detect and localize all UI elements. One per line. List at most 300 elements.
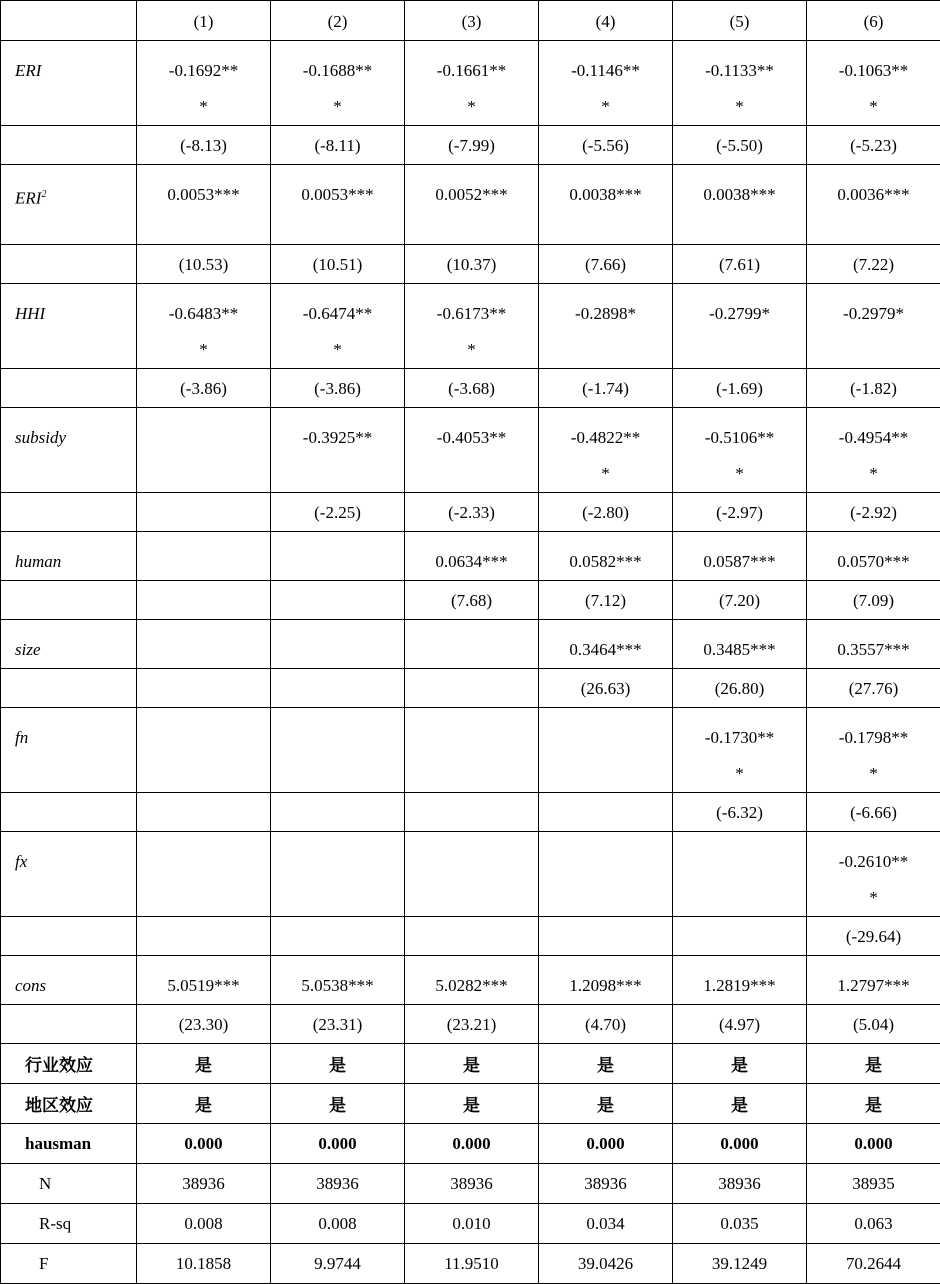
coefficient-value: 0.0582***: [569, 552, 641, 571]
t-stat-value: (-8.11): [273, 128, 402, 164]
t-stat-cell: [807, 369, 940, 408]
coefficient-cell: [405, 532, 539, 581]
column-header: [271, 1, 405, 41]
t-stat-value: (-29.64): [809, 919, 938, 955]
t-stat-cell: [405, 369, 539, 408]
statistic-row: [1, 1204, 940, 1244]
coefficient-star-wrap: *: [675, 89, 804, 125]
coefficient-value: 0.3464***: [569, 640, 641, 659]
variable-name: fn: [15, 728, 28, 747]
coefficient-value: -0.2610**: [839, 852, 908, 871]
coefficient-star-wrap: *: [675, 756, 804, 792]
column-header-label: (1): [139, 4, 268, 40]
coefficient-value: 5.0538***: [301, 976, 373, 995]
coef-row: [1, 620, 940, 669]
header-row: [1, 1, 940, 41]
t-stat-row: [1, 581, 940, 620]
column-header: [539, 1, 673, 41]
fixed-effect-value: 是: [405, 1044, 539, 1084]
t-stat-cell: [137, 1005, 271, 1044]
statistic-value: 39.1249: [673, 1244, 807, 1284]
variable-name: ERI: [15, 189, 41, 208]
coefficient-cell: [405, 620, 539, 669]
coefficient-cell: [807, 284, 940, 369]
coefficient-cell: [539, 284, 673, 369]
coefficient-cell: [137, 708, 271, 793]
t-stat-cell: [673, 669, 807, 708]
coefficient-value: 1.2797***: [837, 976, 909, 995]
t-stat-value: (23.31): [273, 1007, 402, 1043]
coefficient-value: 0.0587***: [703, 552, 775, 571]
t-stat-cell: [137, 581, 271, 620]
variable-name: fx: [15, 852, 27, 871]
coefficient-value: -0.1688**: [303, 61, 372, 80]
fixed-effect-value: 是: [673, 1044, 807, 1084]
coef-row: [1, 832, 940, 917]
statistic-value: 38935: [807, 1164, 940, 1204]
coefficient-cell: [137, 620, 271, 669]
t-stat-value: (-6.66): [809, 795, 938, 831]
fixed-effect-value: 是: [137, 1084, 271, 1124]
coefficient-cell: [137, 41, 271, 126]
coefficient-cell: [271, 532, 405, 581]
t-stat-row: [1, 493, 940, 532]
t-stat-cell: [539, 793, 673, 832]
t-stat-value: (10.53): [139, 247, 268, 283]
column-header-label: (6): [809, 4, 938, 40]
t-stat-cell: [673, 369, 807, 408]
fixed-effect-value: 是: [271, 1044, 405, 1084]
variable-label: [1, 41, 137, 126]
coef-row: [1, 956, 940, 1005]
coefficient-cell: [673, 532, 807, 581]
t-stat-value: (-5.56): [541, 128, 670, 164]
t-stat-cell: [405, 493, 539, 532]
t-stat-value: (-2.25): [273, 495, 402, 531]
t-stat-cell: [807, 581, 940, 620]
t-stat-value: (-1.82): [809, 371, 938, 407]
coefficient-cell: [271, 165, 405, 245]
t-stat-value: (5.04): [809, 1007, 938, 1043]
coefficient-cell: [539, 708, 673, 793]
coefficient-value: 0.0038***: [703, 185, 775, 204]
coefficient-star-wrap: *: [541, 89, 670, 125]
t-stat-cell: [271, 245, 405, 284]
coefficient-cell: [137, 408, 271, 493]
coefficient-star-wrap: *: [541, 456, 670, 492]
t-stat-value: (-1.74): [541, 371, 670, 407]
coefficient-value: -0.2898*: [575, 304, 636, 323]
t-stat-cell: [539, 669, 673, 708]
coefficient-star-wrap: *: [273, 332, 402, 368]
coefficient-cell: [539, 41, 673, 126]
coefficient-value: -0.1692**: [169, 61, 238, 80]
coef-row: [1, 165, 940, 245]
coefficient-star-wrap: *: [809, 456, 938, 492]
t-stat-label-blank: [1, 245, 137, 284]
statistic-value: 38936: [673, 1164, 807, 1204]
t-stat-row: [1, 245, 940, 284]
t-stat-value: (7.20): [675, 583, 804, 619]
statistic-value: 38936: [137, 1164, 271, 1204]
t-stat-cell: [137, 669, 271, 708]
t-stat-cell: [405, 245, 539, 284]
coef-row: [1, 408, 940, 493]
statistic-value: 38936: [405, 1164, 539, 1204]
variable-name: cons: [15, 976, 46, 995]
t-stat-cell: [271, 1005, 405, 1044]
variable-label: [1, 956, 137, 1005]
t-stat-value: (23.21): [407, 1007, 536, 1043]
t-stat-row: [1, 1005, 940, 1044]
coefficient-value: -0.6483**: [169, 304, 238, 323]
t-stat-cell: [271, 917, 405, 956]
coefficient-cell: [807, 832, 940, 917]
t-stat-row: [1, 126, 940, 165]
t-stat-cell: [405, 793, 539, 832]
t-stat-value: (23.30): [139, 1007, 268, 1043]
t-stat-row: [1, 369, 940, 408]
statistic-value: 0.000: [271, 1124, 405, 1164]
t-stat-label-blank: [1, 581, 137, 620]
statistic-label: F: [1, 1244, 137, 1284]
fixed-effect-value: 是: [673, 1084, 807, 1124]
statistic-value: 0.000: [539, 1124, 673, 1164]
column-header: [807, 1, 940, 41]
coefficient-value: -0.6173**: [437, 304, 506, 323]
t-stat-cell: [405, 1005, 539, 1044]
t-stat-cell: [271, 669, 405, 708]
fixed-effect-value: 是: [539, 1044, 673, 1084]
variable-label: [1, 165, 137, 245]
statistic-value: 0.000: [405, 1124, 539, 1164]
t-stat-cell: [807, 126, 940, 165]
t-stat-row: [1, 917, 940, 956]
t-stat-cell: [673, 581, 807, 620]
coefficient-star-wrap: *: [139, 89, 268, 125]
coefficient-cell: [271, 708, 405, 793]
t-stat-value: (26.63): [541, 671, 670, 707]
coefficient-cell: [539, 532, 673, 581]
coefficient-value: -0.4822**: [571, 428, 640, 447]
variable-label: [1, 708, 137, 793]
coefficient-star-wrap: *: [407, 89, 536, 125]
coefficient-cell: [673, 408, 807, 493]
coefficient-value: -0.6474**: [303, 304, 372, 323]
t-stat-cell: [539, 581, 673, 620]
t-stat-cell: [807, 493, 940, 532]
t-stat-cell: [673, 1005, 807, 1044]
variable-name: subsidy: [15, 428, 66, 447]
t-stat-cell: [673, 793, 807, 832]
t-stat-cell: [539, 245, 673, 284]
t-stat-cell: [137, 493, 271, 532]
t-stat-value: (-5.50): [675, 128, 804, 164]
t-stat-cell: [271, 126, 405, 165]
coefficient-cell: [271, 41, 405, 126]
coefficient-value: -0.5106**: [705, 428, 774, 447]
t-stat-value: (-3.86): [273, 371, 402, 407]
coefficient-cell: [137, 532, 271, 581]
t-stat-cell: [673, 245, 807, 284]
fixed-effect-row: [1, 1084, 940, 1124]
coefficient-value: 1.2819***: [703, 976, 775, 995]
t-stat-cell: [673, 917, 807, 956]
coefficient-star-wrap: *: [407, 332, 536, 368]
statistic-value: 10.1858: [137, 1244, 271, 1284]
coefficient-cell: [673, 956, 807, 1005]
column-header: [137, 1, 271, 41]
coefficient-cell: [137, 956, 271, 1005]
variable-label: [1, 284, 137, 369]
fixed-effect-row: [1, 1044, 940, 1084]
t-stat-value: (7.66): [541, 247, 670, 283]
variable-name: size: [15, 640, 41, 659]
coefficient-cell: [673, 284, 807, 369]
column-header-label: (5): [675, 4, 804, 40]
coefficient-star-wrap: *: [809, 880, 938, 916]
coefficient-value: -0.2799*: [709, 304, 770, 323]
coefficient-cell: [271, 284, 405, 369]
statistic-value: 0.063: [807, 1204, 940, 1244]
t-stat-value: (27.76): [809, 671, 938, 707]
coefficient-cell: [405, 832, 539, 917]
coefficient-cell: [539, 408, 673, 493]
variable-label: [1, 408, 137, 493]
statistic-value: 0.000: [673, 1124, 807, 1164]
t-stat-value: (26.80): [675, 671, 804, 707]
coefficient-value: -0.4954**: [839, 428, 908, 447]
t-stat-cell: [137, 917, 271, 956]
coefficient-cell: [673, 165, 807, 245]
coefficient-star-wrap: *: [675, 456, 804, 492]
variable-label: [1, 532, 137, 581]
coefficient-value: -0.1730**: [705, 728, 774, 747]
coefficient-cell: [807, 165, 940, 245]
coefficient-cell: [539, 620, 673, 669]
coef-row: [1, 41, 940, 126]
t-stat-value: (-7.99): [407, 128, 536, 164]
coefficient-cell: [807, 532, 940, 581]
coefficient-cell: [673, 708, 807, 793]
t-stat-cell: [137, 245, 271, 284]
coefficient-cell: [405, 284, 539, 369]
t-stat-cell: [271, 793, 405, 832]
statistic-value: 0.035: [673, 1204, 807, 1244]
t-stat-cell: [807, 1005, 940, 1044]
variable-label: [1, 832, 137, 917]
t-stat-cell: [271, 581, 405, 620]
statistic-value: 0.008: [271, 1204, 405, 1244]
t-stat-cell: [137, 126, 271, 165]
variable-label: [1, 620, 137, 669]
t-stat-cell: [271, 369, 405, 408]
variable-name: ERI: [15, 61, 41, 80]
t-stat-cell: [539, 917, 673, 956]
t-stat-label-blank: [1, 669, 137, 708]
coefficient-value: 0.0570***: [837, 552, 909, 571]
coefficient-cell: [405, 956, 539, 1005]
coefficient-value: -0.3925**: [303, 428, 372, 447]
t-stat-value: (-2.33): [407, 495, 536, 531]
statistic-value: 38936: [271, 1164, 405, 1204]
coefficient-cell: [539, 832, 673, 917]
t-stat-cell: [539, 493, 673, 532]
t-stat-cell: [539, 369, 673, 408]
coefficient-cell: [673, 832, 807, 917]
t-stat-value: (-6.32): [675, 795, 804, 831]
t-stat-value: (7.68): [407, 583, 536, 619]
coefficient-value: 0.0036***: [837, 185, 909, 204]
statistic-value: 0.000: [137, 1124, 271, 1164]
statistic-value: 38936: [539, 1164, 673, 1204]
coefficient-value: -0.1063**: [839, 61, 908, 80]
statistic-row: [1, 1164, 940, 1204]
coef-row: [1, 284, 940, 369]
fixed-effect-value: 是: [271, 1084, 405, 1124]
statistic-row: [1, 1244, 940, 1284]
t-stat-cell: [137, 793, 271, 832]
t-stat-value: (-1.69): [675, 371, 804, 407]
coefficient-value: 0.0634***: [435, 552, 507, 571]
t-stat-value: (4.70): [541, 1007, 670, 1043]
t-stat-value: (7.61): [675, 247, 804, 283]
coefficient-cell: [405, 41, 539, 126]
coefficient-star-wrap: *: [273, 89, 402, 125]
coefficient-value: 1.2098***: [569, 976, 641, 995]
coef-row: [1, 532, 940, 581]
coefficient-star-wrap: *: [809, 756, 938, 792]
coefficient-cell: [271, 956, 405, 1005]
coefficient-cell: [807, 708, 940, 793]
t-stat-label-blank: [1, 793, 137, 832]
coefficient-cell: [673, 620, 807, 669]
fixed-effect-value: 是: [405, 1084, 539, 1124]
coefficient-cell: [807, 620, 940, 669]
coefficient-cell: [137, 832, 271, 917]
statistic-value: 39.0426: [539, 1244, 673, 1284]
column-header-label: (2): [273, 4, 402, 40]
t-stat-value: (7.09): [809, 583, 938, 619]
coefficient-cell: [137, 284, 271, 369]
t-stat-label-blank: [1, 1005, 137, 1044]
variable-superscript: 2: [41, 189, 46, 200]
statistic-label: R-sq: [1, 1204, 137, 1244]
coefficient-cell: [405, 708, 539, 793]
coefficient-value: 5.0282***: [435, 976, 507, 995]
fixed-effect-value: 是: [137, 1044, 271, 1084]
coefficient-cell: [807, 41, 940, 126]
t-stat-cell: [271, 493, 405, 532]
fixed-effect-label: 地区效应: [1, 1084, 137, 1124]
coefficient-star-wrap: *: [809, 89, 938, 125]
t-stat-value: (7.12): [541, 583, 670, 619]
t-stat-label-blank: [1, 126, 137, 165]
statistic-label: hausman: [1, 1124, 137, 1164]
coefficient-value: 5.0519***: [167, 976, 239, 995]
t-stat-cell: [405, 669, 539, 708]
t-stat-row: [1, 669, 940, 708]
coefficient-value: 0.0052***: [435, 185, 507, 204]
t-stat-value: (-2.92): [809, 495, 938, 531]
coefficient-value: 0.0038***: [569, 185, 641, 204]
statistic-value: 11.9510: [405, 1244, 539, 1284]
coefficient-value: -0.4053**: [437, 428, 506, 447]
coefficient-star-wrap: *: [139, 332, 268, 368]
t-stat-cell: [405, 917, 539, 956]
coefficient-value: -0.1133**: [705, 61, 774, 80]
t-stat-cell: [539, 126, 673, 165]
coefficient-cell: [673, 41, 807, 126]
coef-row: [1, 708, 940, 793]
statistic-value: 0.010: [405, 1204, 539, 1244]
t-stat-label-blank: [1, 369, 137, 408]
coefficient-value: 0.3485***: [703, 640, 775, 659]
t-stat-value: (-5.23): [809, 128, 938, 164]
t-stat-label-blank: [1, 493, 137, 532]
coefficient-cell: [137, 165, 271, 245]
t-stat-label-blank: [1, 917, 137, 956]
coefficient-value: 0.0053***: [167, 185, 239, 204]
t-stat-value: (-8.13): [139, 128, 268, 164]
column-header: [673, 1, 807, 41]
statistic-value: 70.2644: [807, 1244, 940, 1284]
t-stat-cell: [807, 245, 940, 284]
t-stat-cell: [405, 581, 539, 620]
t-stat-value: (4.97): [675, 1007, 804, 1043]
statistic-row: [1, 1124, 940, 1164]
statistic-value: 0.000: [807, 1124, 940, 1164]
t-stat-value: (-2.97): [675, 495, 804, 531]
statistic-value: 9.9744: [271, 1244, 405, 1284]
coefficient-cell: [405, 408, 539, 493]
fixed-effect-label: 行业效应: [1, 1044, 137, 1084]
t-stat-value: (10.51): [273, 247, 402, 283]
variable-name: human: [15, 552, 61, 571]
t-stat-row: [1, 793, 940, 832]
variable-name: HHI: [15, 304, 45, 323]
coefficient-cell: [405, 165, 539, 245]
t-stat-value: (7.22): [809, 247, 938, 283]
column-header-label: (3): [407, 4, 536, 40]
coefficient-cell: [539, 165, 673, 245]
t-stat-cell: [807, 793, 940, 832]
t-stat-cell: [673, 126, 807, 165]
t-stat-cell: [137, 369, 271, 408]
t-stat-cell: [807, 917, 940, 956]
statistic-label: N: [1, 1164, 137, 1204]
fixed-effect-value: 是: [807, 1084, 940, 1124]
t-stat-value: (-2.80): [541, 495, 670, 531]
t-stat-value: (-3.68): [407, 371, 536, 407]
coefficient-value: -0.1661**: [437, 61, 506, 80]
coefficient-cell: [271, 408, 405, 493]
coefficient-value: 0.0053***: [301, 185, 373, 204]
fixed-effect-value: 是: [807, 1044, 940, 1084]
coefficient-value: -0.1798**: [839, 728, 908, 747]
column-header: [405, 1, 539, 41]
fixed-effect-value: 是: [539, 1084, 673, 1124]
t-stat-cell: [673, 493, 807, 532]
t-stat-cell: [405, 126, 539, 165]
t-stat-cell: [539, 1005, 673, 1044]
column-header-label: (4): [541, 4, 670, 40]
coefficient-cell: [539, 956, 673, 1005]
header-blank-cell: [1, 1, 137, 41]
t-stat-value: (-3.86): [139, 371, 268, 407]
t-stat-value: (10.37): [407, 247, 536, 283]
statistic-value: 0.034: [539, 1204, 673, 1244]
